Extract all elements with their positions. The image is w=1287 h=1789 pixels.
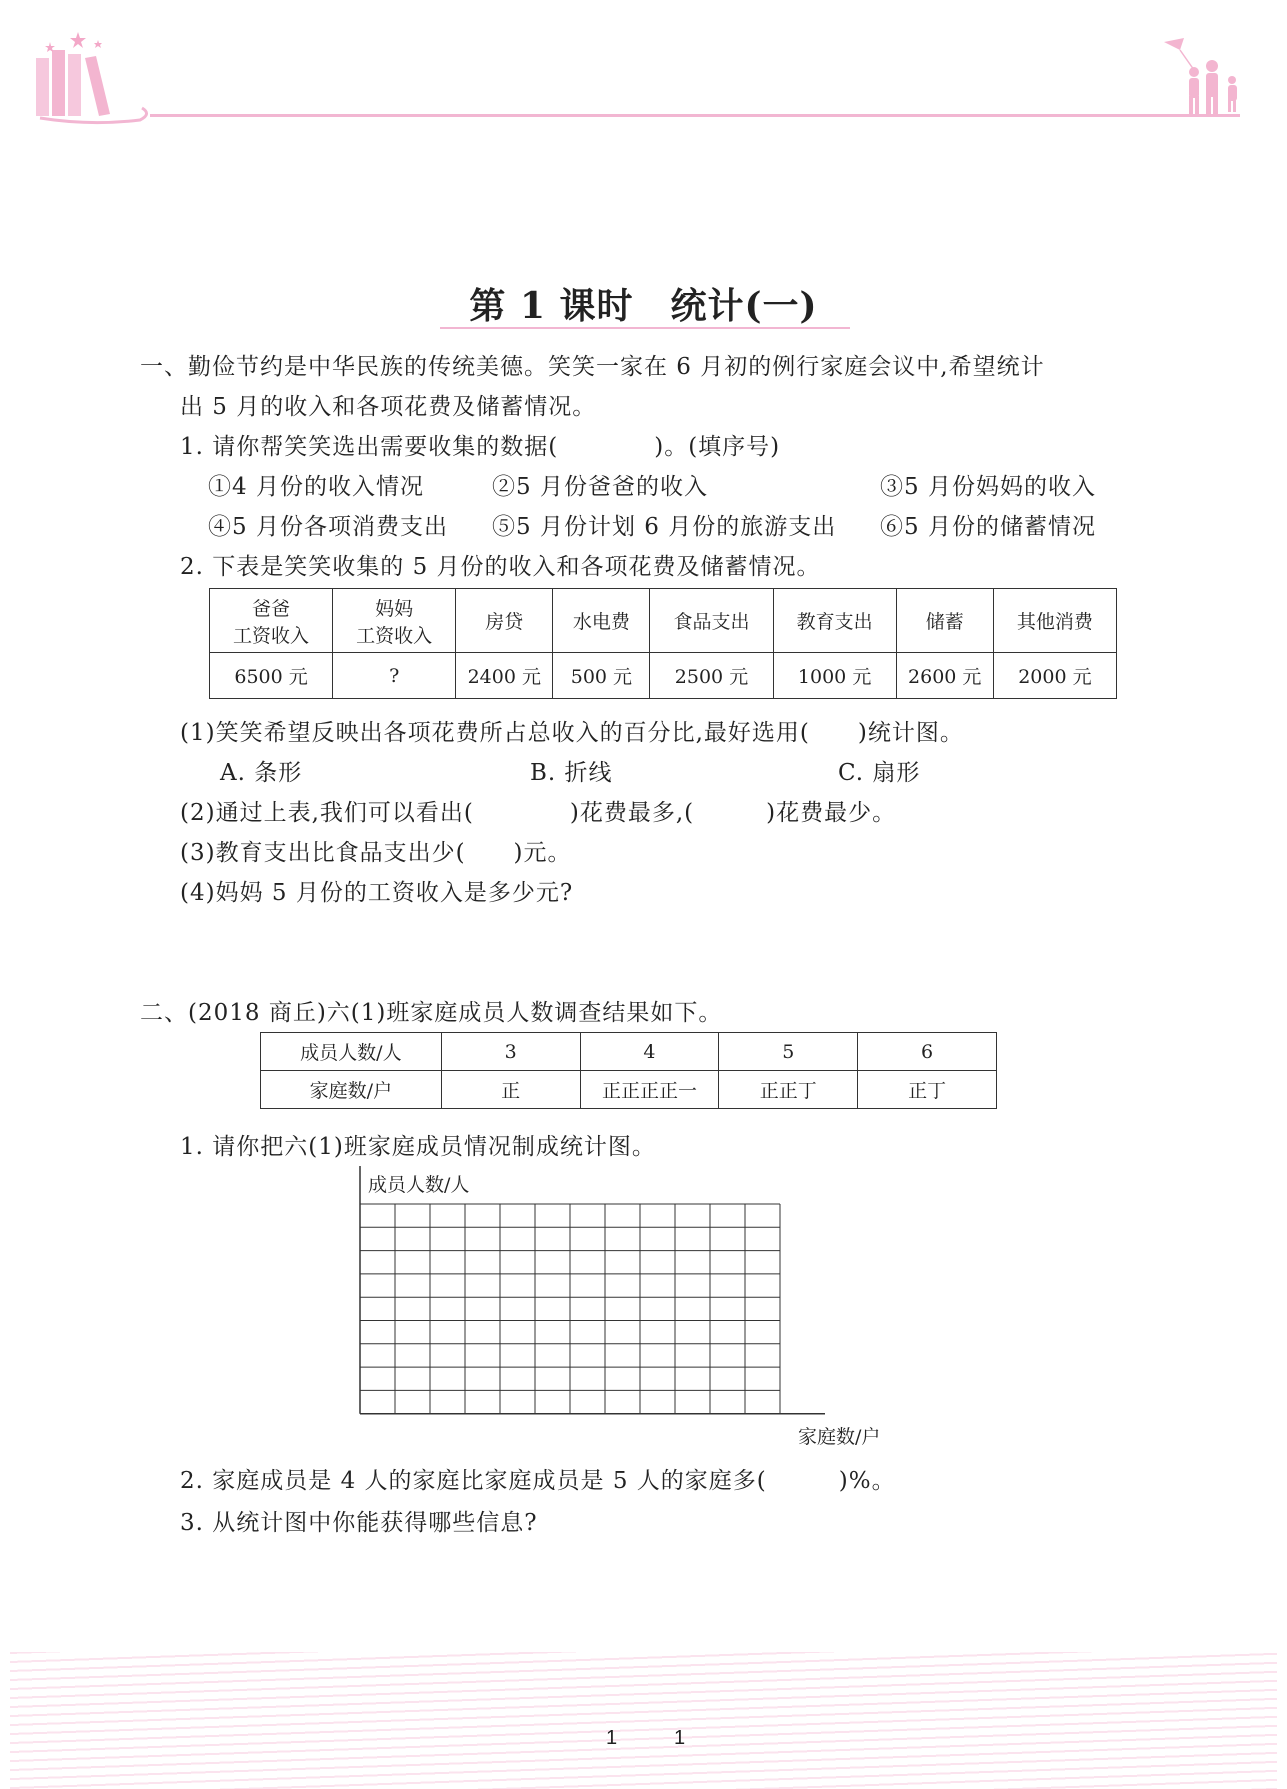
table-cell: 4 bbox=[580, 1033, 719, 1071]
books-icon bbox=[36, 50, 110, 116]
chart-x-label: 家庭数/户 bbox=[798, 1426, 881, 1448]
header-logo bbox=[30, 28, 150, 128]
table-header: 教育支出 bbox=[773, 589, 896, 653]
tally-cell: 正 bbox=[441, 1071, 580, 1109]
table-cell: 1000 元 bbox=[773, 653, 896, 699]
q1-intro-line2: 出 5 月的收入和各项花费及储蓄情况。 bbox=[180, 394, 597, 420]
q1-part1-option-a: A. 条形 bbox=[220, 760, 303, 786]
q1-option-4: ④5 月份各项消费支出 bbox=[208, 514, 448, 540]
family-kite-illustration bbox=[1160, 36, 1250, 118]
q1-part2: (2)通过上表,我们可以看出( )花费最多,( )花费最少。 bbox=[180, 800, 897, 826]
chart-y-label: 成员人数/人 bbox=[368, 1174, 470, 1196]
table-cell: 2000 元 bbox=[993, 653, 1116, 699]
q1-part1-option-c: C. 扇形 bbox=[838, 760, 921, 786]
table-cell: 2600 元 bbox=[896, 653, 993, 699]
table-header: 房贷 bbox=[456, 589, 553, 653]
page-title: 第 1 课时 统计(一) bbox=[469, 285, 818, 327]
page-number-left: 1 bbox=[606, 1727, 618, 1749]
table-header: 妈妈 工资收入 bbox=[333, 589, 456, 653]
q1-part1-option-b: B. 折线 bbox=[530, 760, 613, 786]
family-silhouette-icon bbox=[1189, 60, 1237, 116]
tally-cell: 正正丁 bbox=[719, 1071, 858, 1109]
table-header: 储蓄 bbox=[896, 589, 993, 653]
q1-option-3: ③5 月份妈妈的收入 bbox=[880, 474, 1096, 500]
table-cell: 500 元 bbox=[553, 653, 650, 699]
footer-decoration bbox=[10, 1652, 1277, 1789]
star-icon bbox=[45, 32, 102, 52]
q1-option-5: ⑤5 月份计划 6 月份的旅游支出 bbox=[492, 514, 837, 540]
table-header: 爸爸 工资收入 bbox=[210, 589, 333, 653]
family-members-table bbox=[260, 1032, 997, 1109]
q1-intro-line1: 一、勤俭节约是中华民族的传统美德。笑笑一家在 6 月初的例行家庭会议中,希望统计 bbox=[140, 354, 1045, 380]
tally-cell: 正正正正一 bbox=[580, 1071, 719, 1109]
table-cell: 5 bbox=[719, 1033, 858, 1071]
table-row-label: 成员人数/人 bbox=[261, 1033, 442, 1071]
q1-option-6: ⑥5 月份的储蓄情况 bbox=[880, 514, 1096, 540]
table-cell: 2500 元 bbox=[650, 653, 773, 699]
q1-part1: (1)笑笑希望反映出各项花费所占总收入的百分比,最好选用( )统计图。 bbox=[180, 720, 964, 746]
table-cell: ? bbox=[333, 653, 456, 699]
q1-sub2: 2. 下表是笑笑收集的 5 月份的收入和各项花费及储蓄情况。 bbox=[180, 554, 821, 580]
title-underline bbox=[440, 327, 850, 329]
expense-table bbox=[209, 588, 1117, 699]
chart-grid bbox=[340, 1166, 900, 1446]
page-number-right: 1 bbox=[674, 1727, 686, 1749]
q2-sub1: 1. 请你把六(1)班家庭成员情况制成统计图。 bbox=[180, 1134, 656, 1160]
q1-part3: (3)教育支出比食品支出少( )元。 bbox=[180, 840, 572, 866]
q1-option-2: ②5 月份爸爸的收入 bbox=[492, 474, 708, 500]
q2-sub3: 3. 从统计图中你能获得哪些信息? bbox=[180, 1510, 538, 1536]
table-cell: 6500 元 bbox=[210, 653, 333, 699]
table-row-label: 家庭数/户 bbox=[261, 1071, 442, 1109]
table-cell: 3 bbox=[441, 1033, 580, 1071]
table-header: 其他消费 bbox=[993, 589, 1116, 653]
kite-icon bbox=[1164, 38, 1194, 70]
q1-option-1: ①4 月份的收入情况 bbox=[208, 474, 424, 500]
table-header: 水电费 bbox=[553, 589, 650, 653]
q2-sub2: 2. 家庭成员是 4 人的家庭比家庭成员是 5 人的家庭多( )%。 bbox=[180, 1468, 896, 1494]
table-header: 食品支出 bbox=[650, 589, 773, 653]
table-cell: 6 bbox=[858, 1033, 997, 1071]
tally-cell: 正丁 bbox=[858, 1071, 997, 1109]
header-rule bbox=[150, 114, 1240, 117]
q1-sub1: 1. 请你帮笑笑选出需要收集的数据( )。(填序号) bbox=[180, 434, 781, 460]
q2-intro: 二、(2018 商丘)六(1)班家庭成员人数调查结果如下。 bbox=[140, 1000, 723, 1026]
q1-part4: (4)妈妈 5 月份的工资收入是多少元? bbox=[180, 880, 574, 906]
blank-chart bbox=[340, 1166, 900, 1446]
table-cell: 2400 元 bbox=[456, 653, 553, 699]
